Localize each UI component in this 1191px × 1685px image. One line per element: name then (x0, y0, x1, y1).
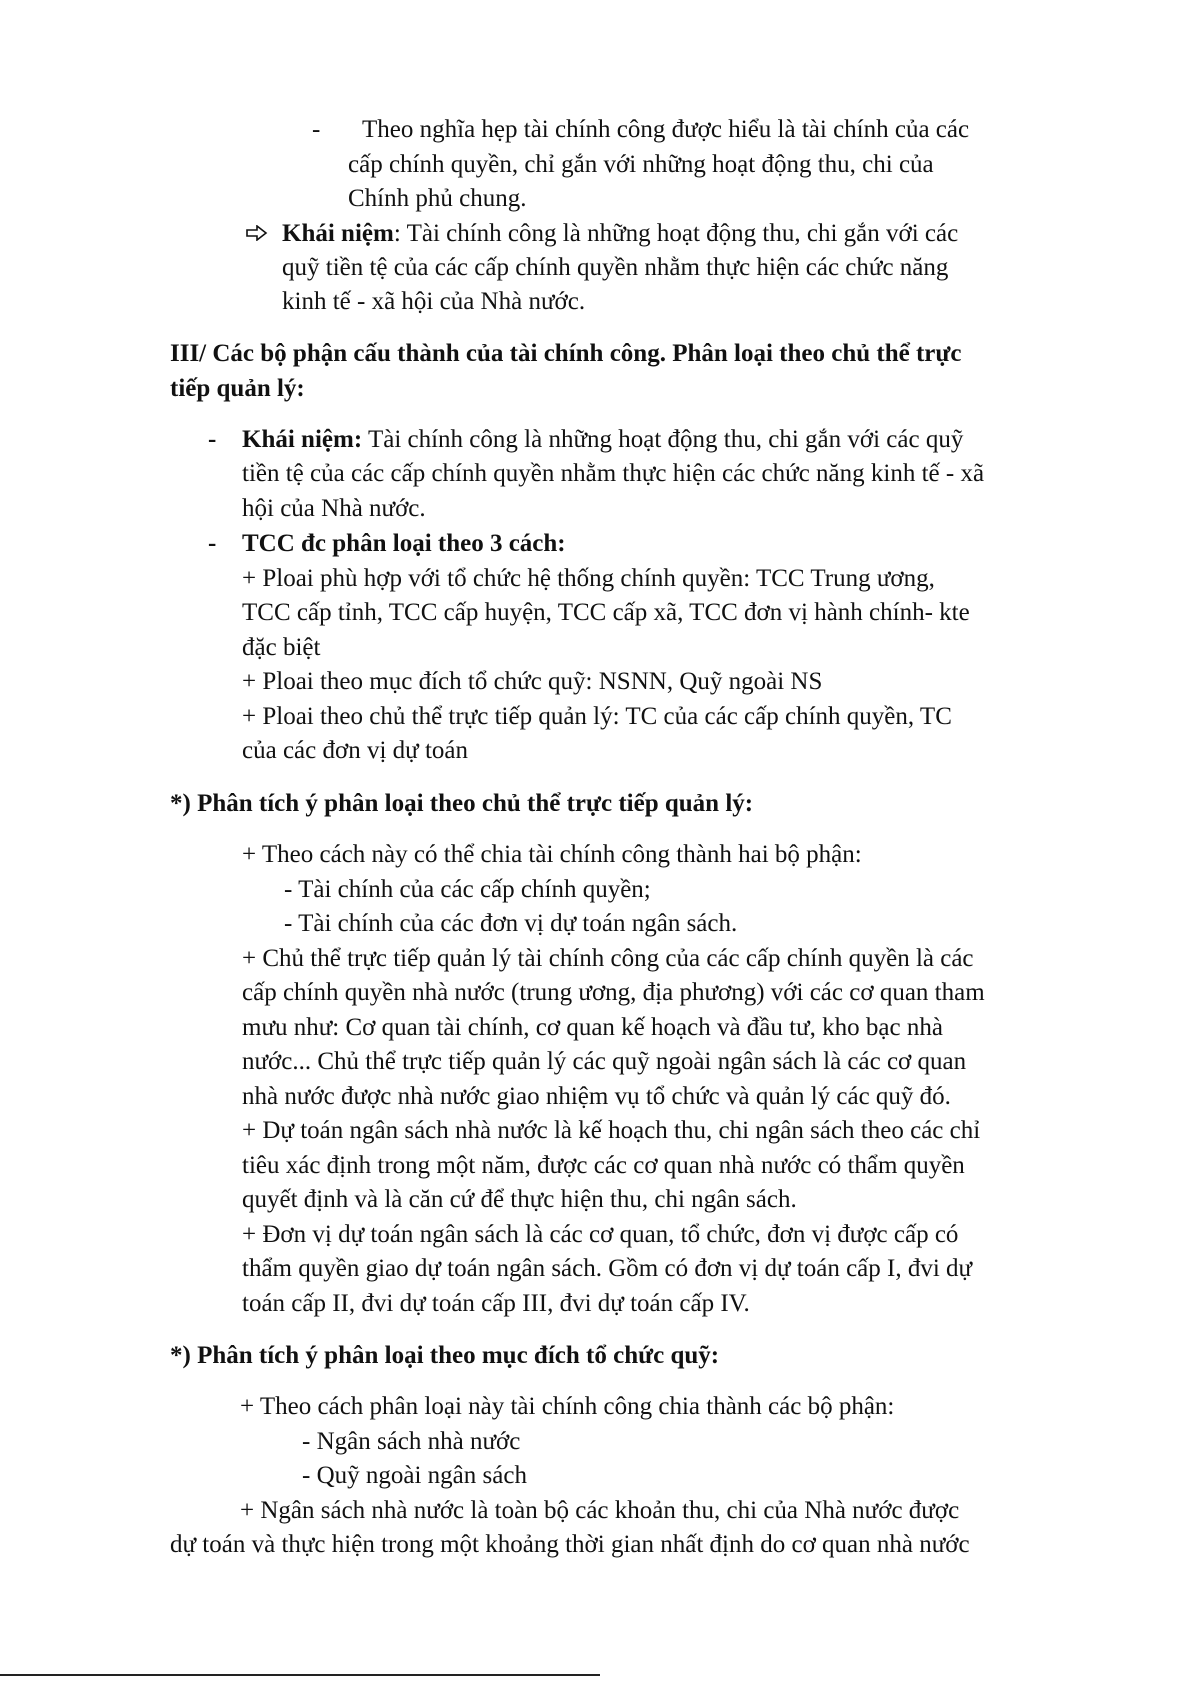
bullet-label: TCC đc phân loại theo 3 cách: (242, 530, 566, 557)
text-line: dự toán và thực hiện trong một khoảng thời gian nhất định do cơ quan nhà nước (170, 1531, 970, 1558)
text-line: đặc biệt (242, 634, 321, 661)
page-divider (0, 1674, 600, 1676)
text-line: + Theo cách này có thể chia tài chính công thành hai bộ phận: (242, 841, 862, 868)
text-line: + Ploai theo mục đích tổ chức quỹ: NSNN, Quỹ ngoài NS (242, 668, 823, 695)
text-line: thẩm quyền giao dự toán ngân sách. Gồm có đơn vị dự toán cấp I, đvi dự (242, 1255, 973, 1282)
concept-line (282, 217, 958, 251)
arrow-right-icon (246, 225, 268, 241)
section-heading: *) Phân tích ý phân loại theo chủ thể trực tiếp quản lý: (170, 790, 754, 817)
text-line: + Đơn vị dự toán ngân sách là các cơ quan, tổ chức, đơn vị được cấp có (242, 1221, 959, 1248)
text-line: mưu như: Cơ quan tài chính, cơ quan kế hoạch và đầu tư, kho bạc nhà (242, 1014, 943, 1041)
bullet-label: Khái niệm: (242, 426, 363, 453)
section-heading: III/ Các bộ phận cấu thành của tài chính công. Phân loại theo chủ thể trực (170, 340, 962, 367)
text-line: nhà nước được nhà nước giao nhiệm vụ tổ chức và quản lý các quỹ đó. (242, 1083, 951, 1110)
text-line: + Ngân sách nhà nước là toàn bộ các khoản thu, chi của Nhà nước được (240, 1497, 960, 1524)
text-line: của các đơn vị dự toán (242, 737, 468, 764)
concept-text: : Tài chính công là những hoạt động thu, chi gắn với các (393, 220, 959, 247)
sub-item: - Tài chính của các đơn vị dự toán ngân sách. (284, 910, 738, 937)
text-line: cấp chính quyền, chỉ gắn với những hoạt động thu, chi của (348, 151, 934, 178)
bullet-text: Tài chính công là những hoạt động thu, chi gắn với các quỹ (362, 426, 964, 453)
text-line: Theo nghĩa hẹp tài chính công được hiểu là tài chính của các (362, 116, 970, 143)
text-line: + Theo cách phân loại này tài chính công chia thành các bộ phận: (240, 1393, 895, 1420)
text-line: + Ploai phù hợp với tổ chức hệ thống chính quyền: TCC Trung ương, (242, 565, 935, 592)
text-line: + Chủ thể trực tiếp quản lý tài chính công của các cấp chính quyền là các (242, 945, 974, 972)
list-dash: - (208, 530, 217, 557)
concept-label: Khái niệm (282, 220, 394, 247)
sub-item: - Ngân sách nhà nước (302, 1428, 521, 1455)
sub-item: - Quỹ ngoài ngân sách (302, 1462, 527, 1489)
text-line: cấp chính quyền nhà nước (trung ương, địa phương) với các cơ quan tham (242, 979, 985, 1006)
text-line: quyết định và là căn cứ để thực hiện thu, chi ngân sách. (242, 1186, 797, 1213)
section-heading: tiếp quản lý: (170, 375, 305, 402)
bullet-line (242, 423, 963, 457)
text-line: nước... Chủ thể trực tiếp quản lý các quỹ ngoài ngân sách là các cơ quan (242, 1048, 967, 1075)
text-line: tiêu xác định trong một năm, được các cơ quan nhà nước có thẩm quyền (242, 1152, 965, 1179)
sub-item: - Tài chính của các cấp chính quyền; (284, 876, 651, 903)
text-line: toán cấp II, đvi dự toán cấp III, đvi dự toán cấp IV. (242, 1290, 750, 1317)
list-dash: - (312, 116, 321, 143)
text-line: tiền tệ của các cấp chính quyền nhằm thực hiện các chức năng kinh tế - xã (242, 460, 985, 487)
text-line: + Dự toán ngân sách nhà nước là kế hoạch thu, chi ngân sách theo các chỉ (242, 1117, 981, 1144)
text-line: kinh tế - xã hội của Nhà nước. (282, 288, 586, 315)
text-line: quỹ tiền tệ của các cấp chính quyền nhằm thực hiện các chức năng (282, 254, 949, 281)
text-line: + Ploai theo chủ thể trực tiếp quản lý: TC của các cấp chính quyền, TC (242, 703, 952, 730)
text-line: Chính phủ chung. (348, 185, 527, 212)
section-heading: *) Phân tích ý phân loại theo mục đích tổ chức quỹ: (170, 1342, 720, 1369)
text-line: hội của Nhà nước. (242, 495, 426, 522)
list-dash: - (208, 426, 217, 453)
text-line: TCC cấp tỉnh, TCC cấp huyện, TCC cấp xã, TCC đơn vị hành chính- kte (242, 599, 970, 626)
